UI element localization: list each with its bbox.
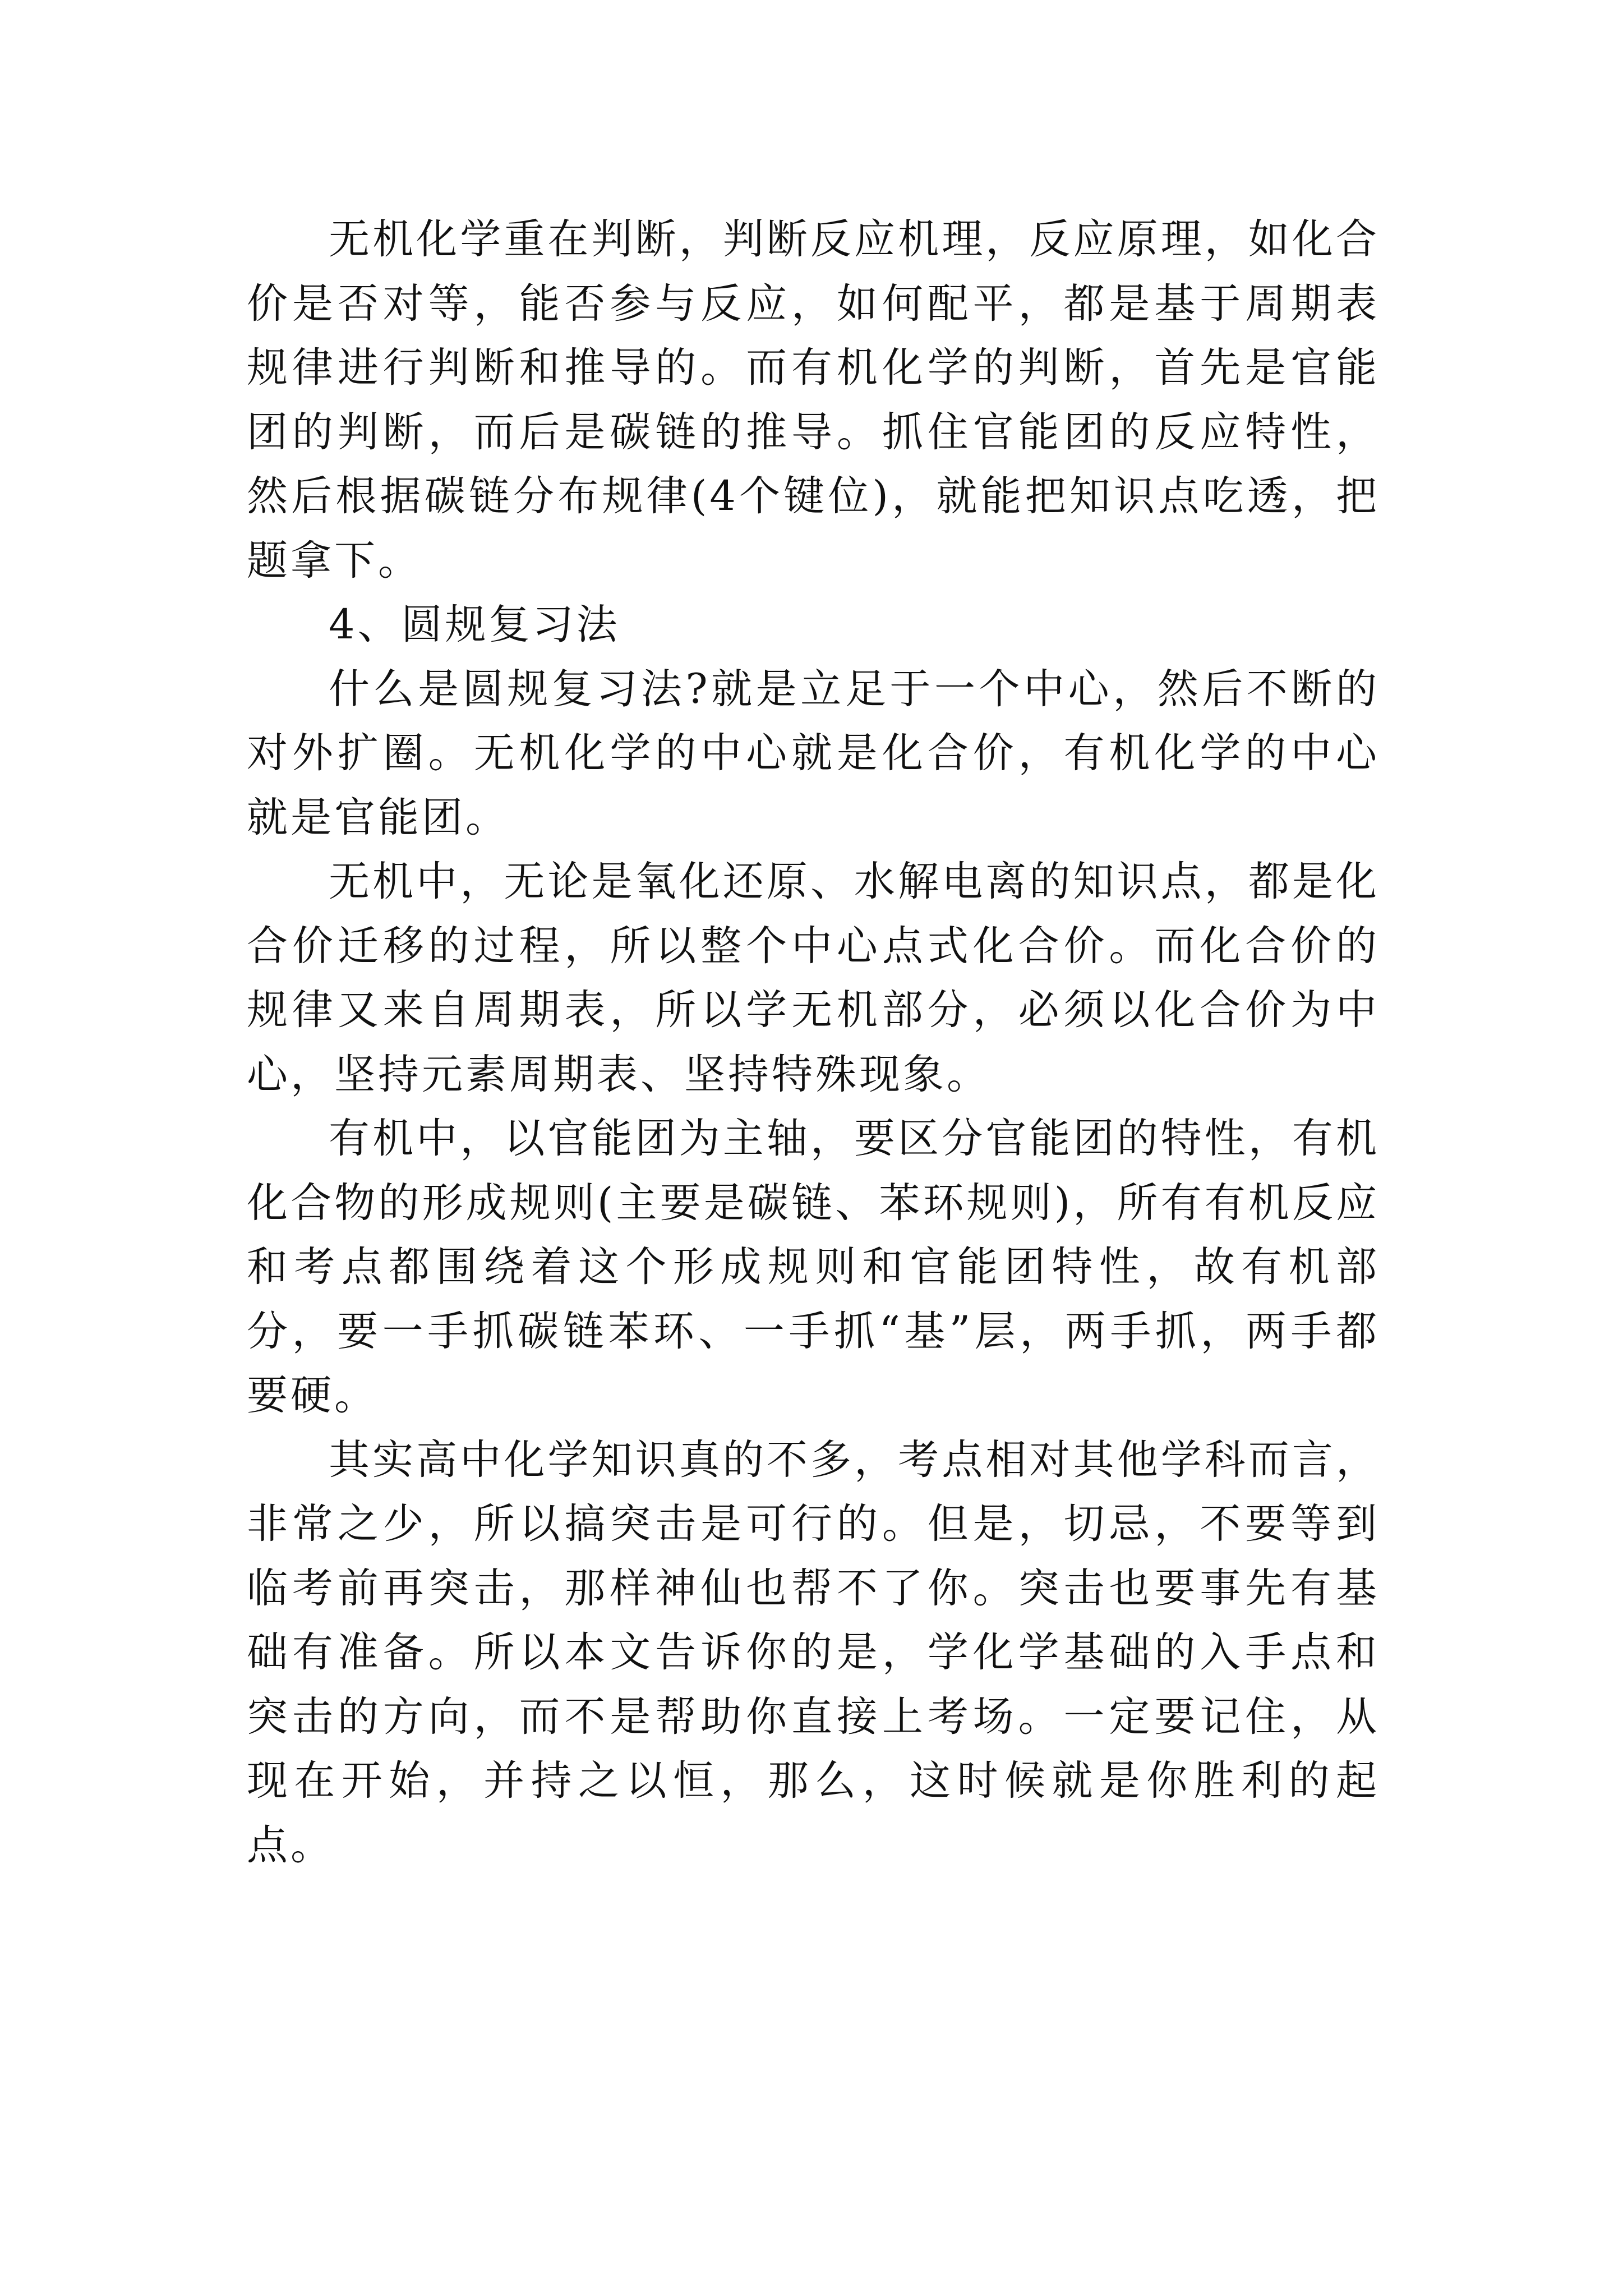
paragraph-inorganic-vs-organic: 无机化学重在判断，判断反应机理，反应原理，如化合价是否对等，能否参与反应，如何配平，都是基于周期表规律进行判断和推导的。而有机化学的判断，首先是官能团的判断，而后是碳链的推导。抓住官能团的反应特性，然后根据碳链分布规律(4个键位)，就能把知识点吃透，把题拿下。 bbox=[247, 215, 1380, 585]
paragraph-organic-center: 有机中，以官能团为主轴，要区分官能团的特性，有机化合物的形成规则(主要是碳链、苯环规则)，所有有机反应和考点都围绕着这个形成规则和官能团特性，故有机部分，要一手抓碳链苯环、一手抓“基”层，两手抓，两手都要硬。 bbox=[247, 1115, 1380, 1419]
paragraph-inorganic-center: 无机中，无论是氧化还原、水解电离的知识点，都是化合价迁移的过程，所以整个中心点式化合价。而化合价的规律又来自周期表，所以学无机部分，必须以化合价为中心，坚持元素周期表、坚持特殊现象。 bbox=[247, 858, 1380, 1098]
section-heading-compass-method: 4、圆规复习法 bbox=[329, 601, 620, 648]
paragraph-conclusion: 其实高中化学知识真的不多，考点相对其他学科而言，非常之少，所以搞突击是可行的。但是，切忌，不要等到临考前再突击，那样神仙也帮不了你。突击也要事先有基础有准备。所以本文告诉你的是，学化学基础的入手点和突击的方向，而不是帮助你直接上考场。一定要记住，从现在开始，并持之以恒，那么，这时候就是你胜利的起点。 bbox=[247, 1435, 1380, 1869]
document-body bbox=[247, 208, 1380, 1878]
paragraph-compass-method-definition: 什么是圆规复习法?就是立足于一个中心，然后不断的对外扩圈。无机化学的中心就是化合价，有机化学的中心就是官能团。 bbox=[247, 665, 1380, 841]
